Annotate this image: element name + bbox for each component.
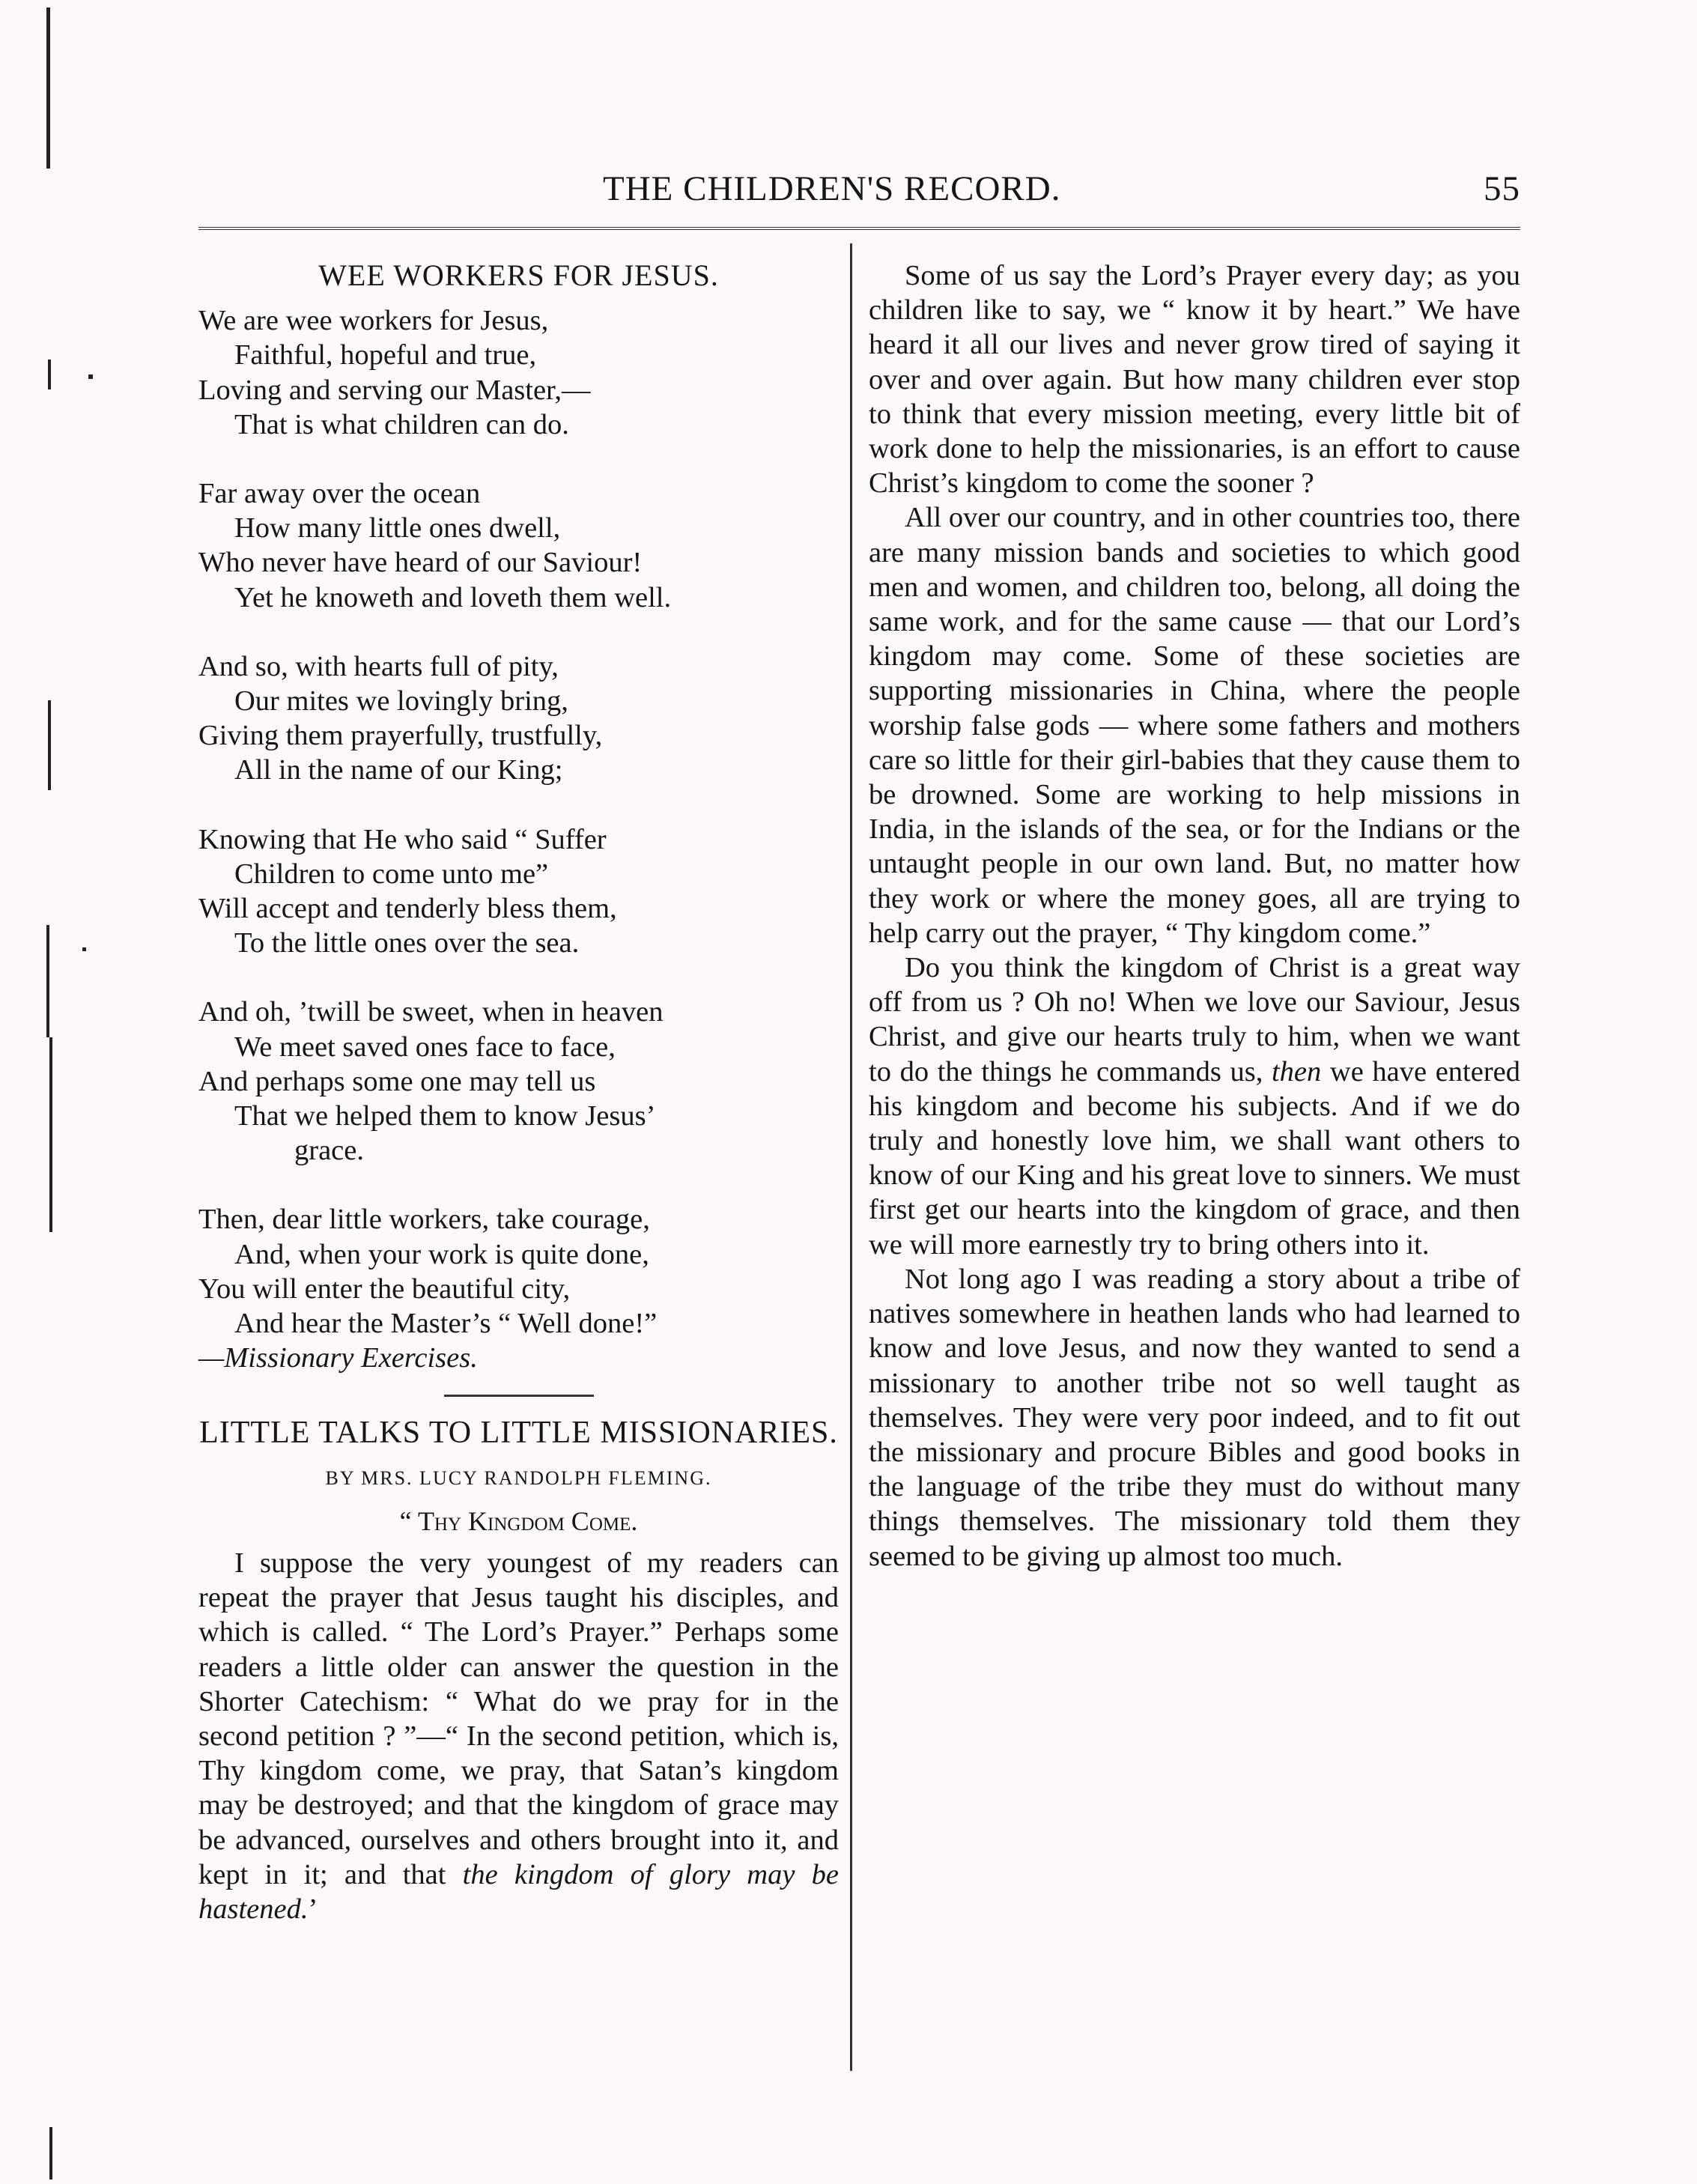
poem-source: —Missionary Exercises. [198,1342,478,1374]
poem-line: Who never have heard of our Saviour! [198,547,643,579]
page-number: 55 [1484,169,1520,208]
poem-line: How many little ones dwell, [234,512,561,545]
article-title: LITTLE TALKS TO LITTLE MISSIONARIES. [199,1416,838,1451]
poem-stanza [198,476,839,615]
poem-line: grace. [294,1135,364,1167]
paragraph-text: we have entered his kingdom and become his subjects. And if we do truly and honestly love him, we shall want others to know of our King and his great love to sinners. We must first get our hearts into the kingdom of grace, and then we will more earnestly try to bring others into it. [869,1055,1520,1261]
paragraph-text: ’ [308,1893,318,1925]
scan-mark [49,1037,52,1232]
poem-line: Faithful, hopeful and true, [234,339,537,371]
poem-line: Then, dear little workers, take courage, [198,1204,650,1236]
scan-mark [49,2127,52,2180]
paragraph-italic-text: the kingdom of glory may be hastened. [198,1858,839,1925]
article-subtitle: “ Thy Kingdom Come. [399,1505,638,1536]
poem-stanza [198,995,839,1168]
article-paragraph [198,1546,839,1926]
poem-stanza [198,1202,839,1341]
poem-line: All in the name of our King; [234,754,563,786]
article-paragraph [869,950,1520,1262]
poem-line: And oh, ’twill be sweet, when in heaven [198,996,664,1028]
poem-line: We meet saved ones face to face, [234,1031,616,1063]
poem-line: And so, with hearts full of pity, [198,650,559,682]
article-byline: BY MRS. LUCY RANDOLPH FLEMING. [325,1467,712,1490]
scan-mark [46,7,50,169]
paragraph-text: I suppose the very youngest of my readers can repeat the prayer that Jesus taught his disciples, and which is called. “ The Lord’s Prayer.” Perhaps some readers a little older can answer the question in the Shorter Catechism: “ What do we pray for in the second petition ? ”—“ In the second petition, which is, Thy kingdom come, we pray, that Satan’s kingdom may be destroyed; and that the kingdom of grace may be advanced, ourselves and others brought into it, and kept in it; and that [198,1547,839,1890]
scan-mark [46,925,49,1037]
scan-mark [48,360,51,389]
poem-line: That we helped them to know Jesus’ [234,1100,656,1132]
poem-line: And, when your work is quite done, [234,1238,649,1270]
paragraph-italic-text: then [1271,1055,1322,1088]
article-paragraph: Not long ago I was reading a story about a tribe of natives somewhere in heathen lands who had learned to know and love Jesus, and now they wanted to send a missionary to another tribe not so well taught as themselves. They were very poor indeed, and to fit out the missionary and procure Bibles and good books in the language of the tribe they must do without many things themselves. The missionary told them they seemed to be giving up almost too much. [869,1263,1520,1572]
scan-mark [82,947,86,951]
right-column [869,258,1520,1574]
poem [198,303,839,1375]
poem-line: You will enter the beautiful city, [198,1273,571,1305]
poem-line: Knowing that He who said “ Suffer [198,823,607,855]
poem-line: Giving them prayerfully, trustfully, [198,720,603,752]
poem-line: Loving and serving our Master,— [198,374,591,406]
poem-line: Children to come unto me” [234,858,549,890]
poem-line: Will accept and tenderly bless them, [198,893,617,925]
scan-mark [48,700,51,790]
section-rule [444,1395,594,1397]
header-rule [198,227,1520,232]
poem-line: That is what children can do. [234,408,569,440]
left-column [198,258,839,1926]
poem-title: WEE WORKERS FOR JESUS. [318,258,719,292]
poem-line: And perhaps some one may tell us [198,1065,596,1097]
paragraph-text: Do you think the kingdom of Christ is a great way off from us ? Oh no! When we love our Saviour, Jesus Christ, and give our hearts truly to him, when we want to do the things he commands us, [869,952,1520,1088]
page-header [198,169,1520,213]
poem-line: And hear the Master’s “ Well done!” [234,1308,658,1340]
publication-title: THE CHILDREN'S RECORD. [603,169,1061,208]
article-paragraph: Some of us say the Lord’s Prayer every day; as you children like to say, we “ know it by heart.” We have heard it all our lives and never grow tired of saying it over and over again. But how many children ever stop to think that every mission meeting, every little bit of work done to help the missionaries, is an effort to cause Christ’s kingdom to come the sooner ? [869,260,1520,500]
poem-line: Our mites we lovingly bring, [234,685,568,718]
poem-line: We are wee workers for Jesus, [198,305,549,337]
poem-line: Yet he knoweth and loveth them well. [234,581,672,613]
poem-stanza [198,822,839,961]
article-paragraph: All over our country, and in other countries too, there are many mission bands and societies to which good men and women, and children too, belong, all doing the same work, and for the same cause — that our Lord’s kingdom may come. Some of these societies are supporting missionaries in China, where the people worship false gods — where some fathers and mothers care so little for their girl-babies that they cause them to be drowned. Some are working to help missions in India, in the islands of the sea, or for the Indians or the untaught people in our own land. But, no matter how they work or where the money goes, all are trying to help carry out the prayer, “ Thy kingdom come.” [869,502,1520,949]
column-divider [850,243,852,2071]
poem-stanza [198,649,839,788]
poem-stanza [198,303,839,442]
poem-line: Far away over the ocean [198,478,481,510]
scan-mark [88,374,93,379]
poem-line: To the little ones over the sea. [234,927,580,959]
